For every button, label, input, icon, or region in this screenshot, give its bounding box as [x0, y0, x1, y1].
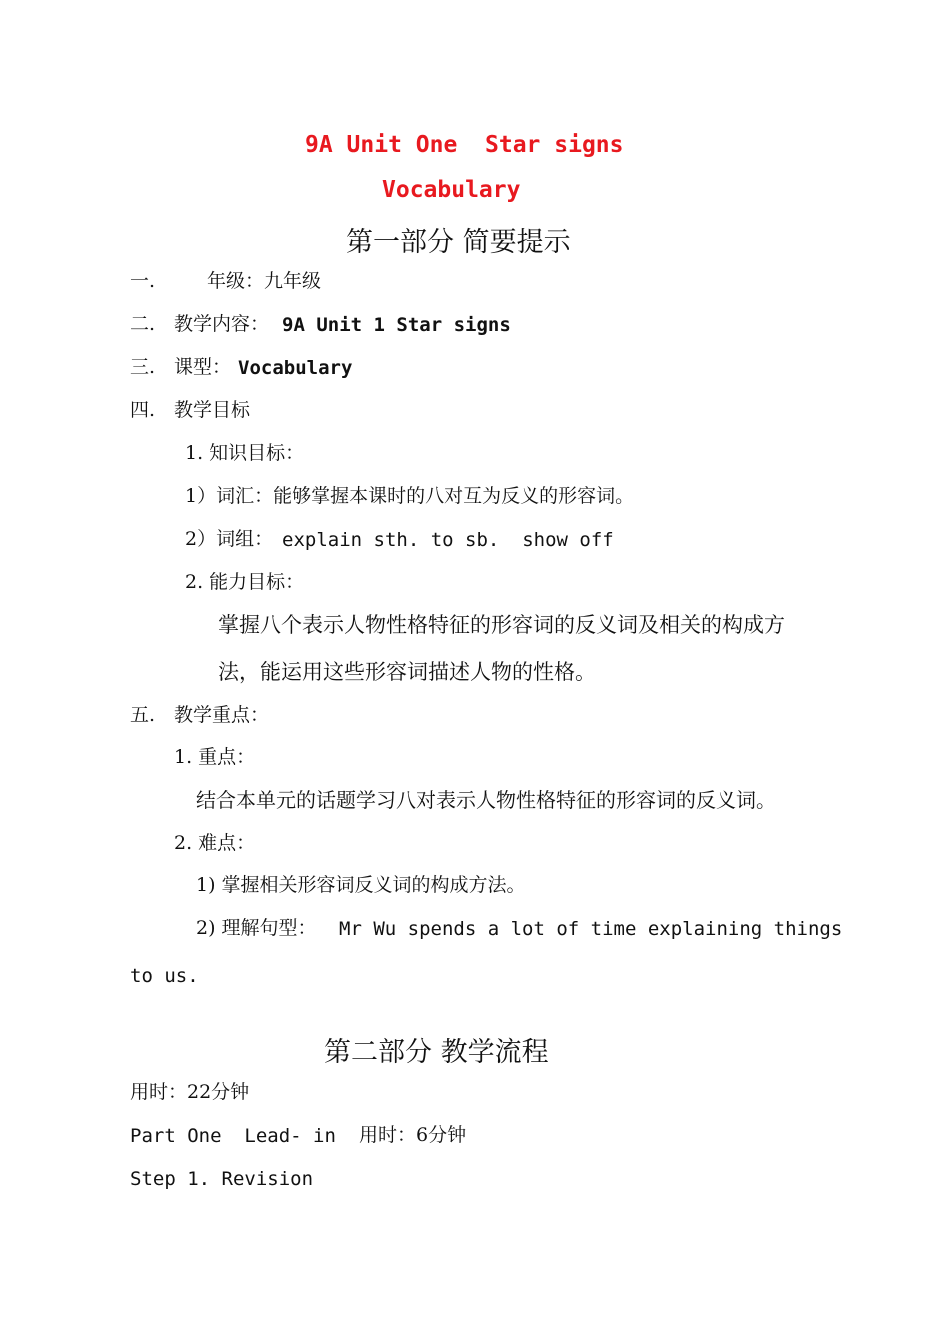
phrase-goal-label: 2）词组：	[185, 528, 274, 550]
ability-goal-line2: 法，能运用这些形容词描述人物的性格。	[218, 660, 596, 684]
difficulty-2-label: 2) 理解句型：	[196, 917, 317, 939]
phrase-goal-value: explain sth. to sb. show off	[282, 529, 614, 551]
difficulty-1: 1) 掌握相关形容词反义词的构成方法。	[196, 874, 526, 896]
part-one-time: 用时：6分钟	[359, 1124, 467, 1146]
knowledge-goal-title: 1. 知识目标：	[185, 442, 305, 464]
item-3-value: Vocabulary	[238, 357, 353, 379]
item-4-label: 教学目标	[174, 399, 251, 421]
item-3-num: 三.	[130, 356, 156, 378]
item-2-num: 二.	[130, 313, 156, 335]
vocab-goal: 1）词汇：能够掌握本课时的八对互为反义的形容词。	[185, 485, 635, 507]
item-2-value: 9A Unit 1 Star signs	[282, 314, 511, 336]
document-subtitle: Vocabulary	[382, 177, 521, 203]
part2-heading: 第二部分 教学流程	[324, 1037, 549, 1068]
item-5-label: 教学重点：	[174, 704, 270, 726]
key-point-text: 结合本单元的话题学习八对表示人物性格特征的形容词的反义词。	[196, 788, 776, 812]
step-1-title: Step 1. Revision	[130, 1168, 314, 1190]
item-5-num: 五.	[130, 704, 156, 726]
item-3-label: 课型：	[174, 356, 232, 378]
ability-goal-line1: 掌握八个表示人物性格特征的形容词的反义词及相关的构成方	[218, 613, 785, 637]
total-time: 用时：22分钟	[130, 1081, 250, 1103]
part-one-title: Part One Lead- in	[130, 1125, 336, 1147]
key-point-title: 1. 重点：	[174, 746, 256, 768]
difficulty-2-cont: to us.	[130, 965, 199, 987]
item-1-label: 年级：九年级	[207, 270, 322, 292]
difficulty-title: 2. 难点：	[174, 832, 256, 854]
ability-goal-title: 2. 能力目标：	[185, 571, 305, 593]
item-4-num: 四.	[130, 399, 156, 421]
item-1-num: 一.	[130, 270, 156, 292]
difficulty-2-value: Mr Wu spends a lot of time explaining things	[339, 918, 843, 940]
document-title: 9A Unit One Star signs	[305, 132, 624, 158]
part1-heading: 第一部分 简要提示	[346, 227, 571, 258]
item-2-label: 教学内容：	[174, 313, 270, 335]
